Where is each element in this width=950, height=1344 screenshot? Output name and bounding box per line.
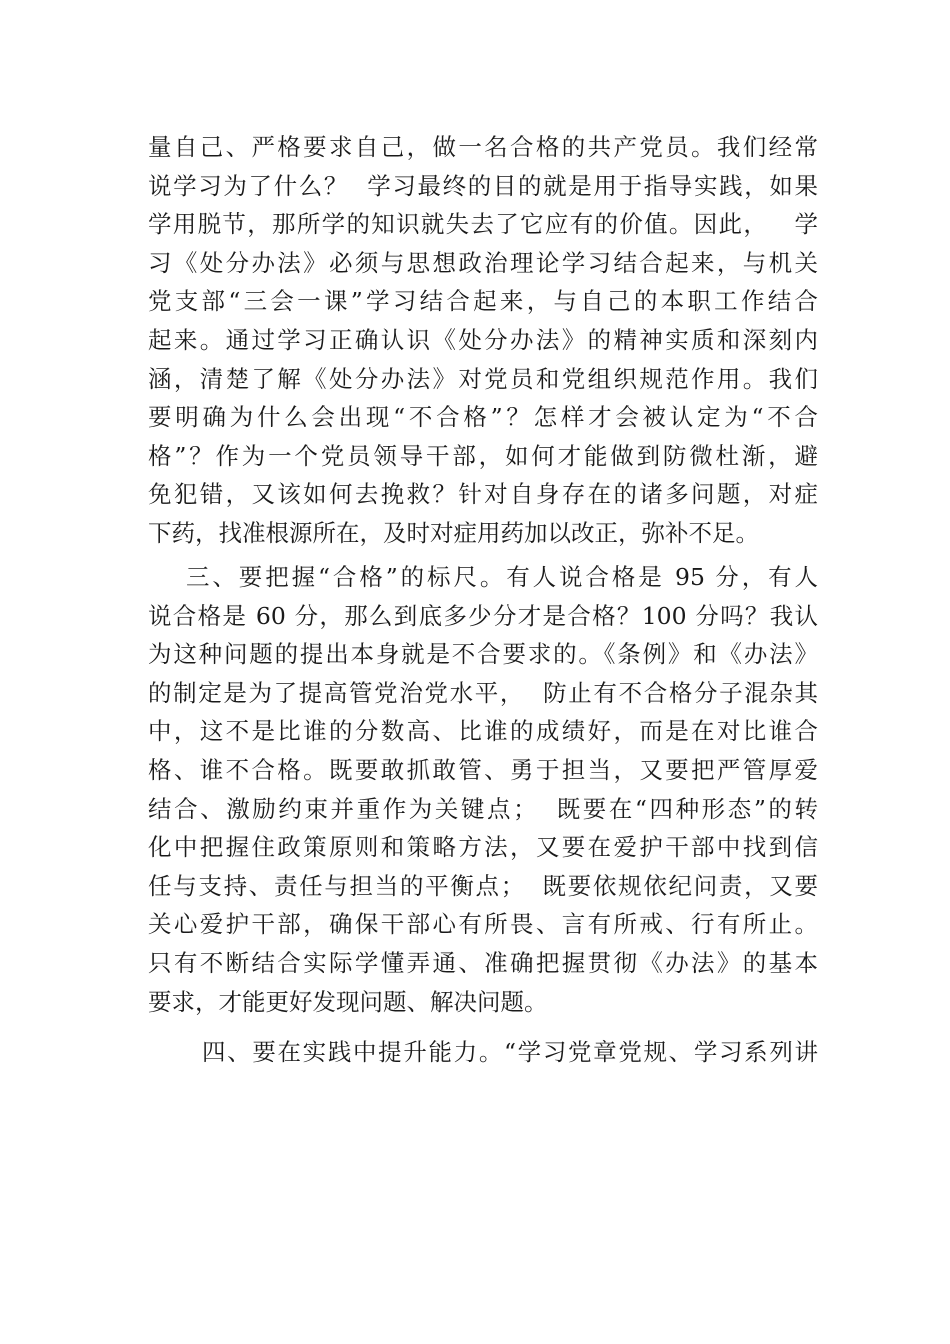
text-line: 涵，清楚了解《处分办法》对党员和党组织规范作用。我们 xyxy=(148,364,818,393)
text-line: 任与支持、责任与担当的平衡点； 既要依规依纪问责，又要 xyxy=(148,871,818,900)
text-line: 中，这不是比谁的分数高、比谁的成绩好，而是在对比谁合 xyxy=(148,717,818,746)
text-line: 下药，找准根源所在，及时对症用药加以改正，弥补不足。 xyxy=(148,518,759,547)
text-line: 学用脱节，那所学的知识就失去了它应有的价值。因此， 学 xyxy=(148,210,818,239)
text-line: 关心爱护干部，确保干部心有所畏、言有所戒、行有所止。 xyxy=(148,910,818,939)
text-line: 要明确为什么会出现“不合格”？怎样才会被认定为“不合 xyxy=(148,403,818,432)
text-line: 起来。通过学习正确认识《处分办法》的精神实质和深刻内 xyxy=(148,325,818,354)
text-line: 习《处分办法》必须与思想政治理论学习结合起来，与机关 xyxy=(148,248,818,277)
paragraph-4 xyxy=(148,1033,818,1072)
paragraph-3 xyxy=(148,558,818,1021)
text-line: 只有不断结合实际学懂弄通、准确把握贯彻《办法》的基本 xyxy=(148,948,818,977)
text-line: 化中把握住政策原则和策略方法，又要在爱护干部中找到信 xyxy=(148,833,818,862)
text-line: 说学习为了什么？ 学习最终的目的就是用于指导实践，如果 xyxy=(148,171,818,200)
text-line: 要求，才能更好发现问题、解决问题。 xyxy=(148,987,548,1016)
text-line: 四、要在实践中提升能力。“学习党章党规、学习系列讲 xyxy=(202,1038,818,1066)
text-line: 三、要把握“合格”的标尺。有人说合格是 95 分，有人 xyxy=(186,563,818,591)
text-line: 格”？作为一个党员领导干部，如何才能做到防微杜渐，避 xyxy=(148,441,818,470)
paragraph-2-continuation xyxy=(148,128,818,553)
text-line: 结合、激励约束并重作为关键点； 既要在“四种形态”的转 xyxy=(148,794,818,823)
text-line: 量自己、严格要求自己，做一名合格的共产党员。我们经常 xyxy=(148,133,818,161)
text-line: 格、谁不合格。既要敢抓敢管、勇于担当，又要把严管厚爱 xyxy=(148,755,818,784)
text-line: 为这种问题的提出本身就是不合要求的。《条例》和《办法》 xyxy=(148,640,818,669)
text-line: 党支部“三会一课”学习结合起来，与自己的本职工作结合 xyxy=(148,287,818,316)
text-line: 免犯错，又该如何去挽救？针对自身存在的诸多问题，对症 xyxy=(148,480,818,509)
text-line: 的制定是为了提高管党治党水平， 防止有不合格分子混杂其 xyxy=(148,678,818,707)
text-line: 说合格是 60 分，那么到底多少分才是合格？100 分吗？我认 xyxy=(148,601,818,630)
